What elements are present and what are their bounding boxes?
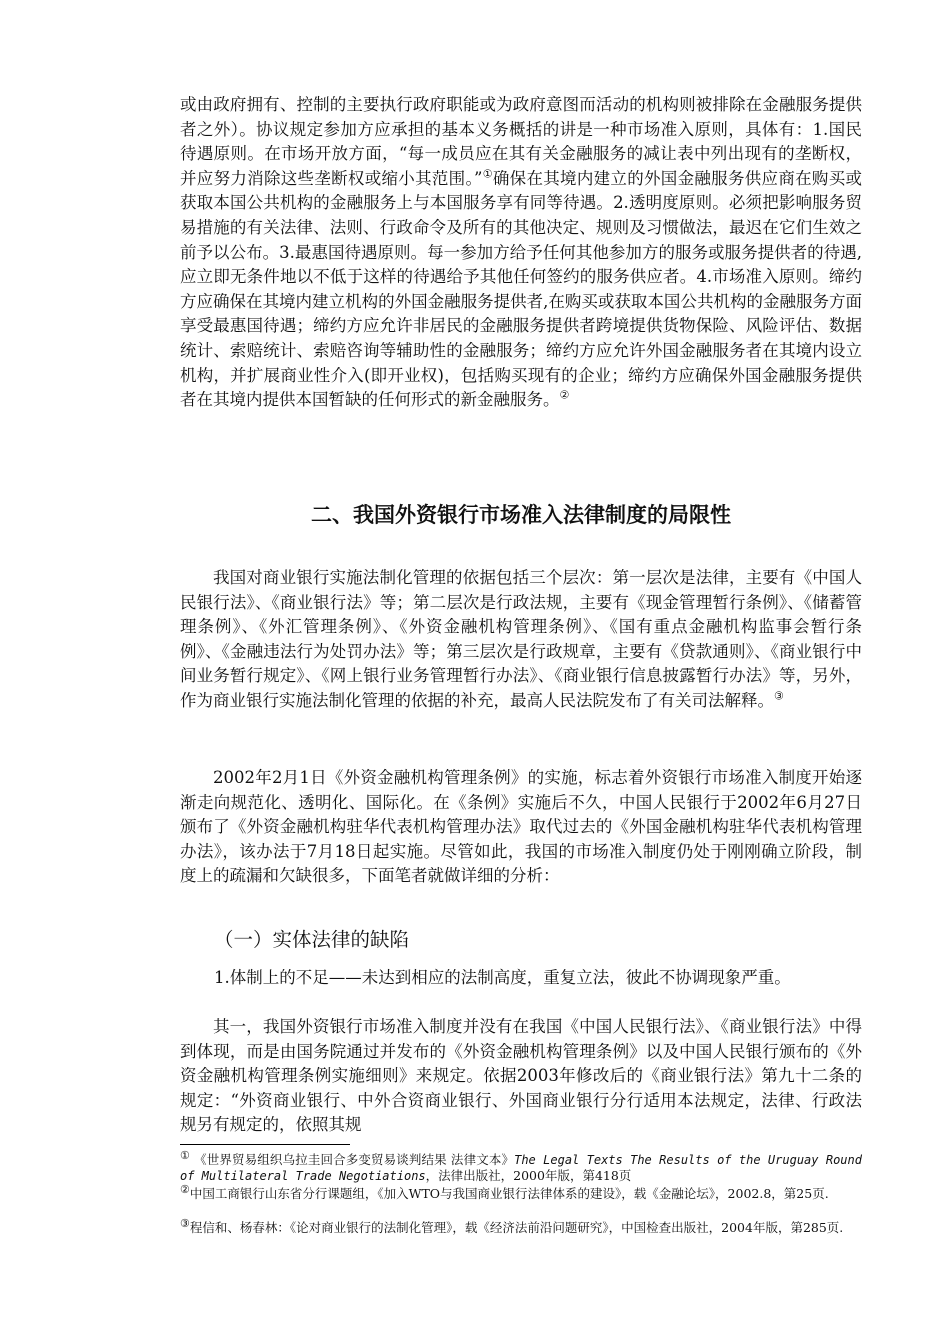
footnote-3-text: 程信和、杨春林：《论对商业银行的法制化管理》，载《经济法前沿问题研究》，中国检查出版社，2004年版，第285页. <box>189 1220 844 1235</box>
paragraph-2 <box>180 566 862 714</box>
paragraph-3-text: 2002年2月1日《外资金融机构管理条例》的实施，标志着外资银行市场准入制度开始逐渐走向规范化、透明化、国际化。在《条例》实施后不久，中国人民银行于2002年6月27日颁布了《外资金融机构驻华代表机构管理办法》取代过去的《外国金融机构驻华代表机构管理办法》，该办法于7月18日起实施。尽管如此，我国的市场准入制度仍处于刚刚确立阶段，制度上的疏漏和欠缺很多，下面笔者就做详细的分析： <box>180 768 862 886</box>
subsection-heading: （一）实体法律的缺陷 <box>214 928 410 951</box>
paragraph-1-part-b: 确保在其境内建立的外国金融服务供应商在购买或获取本国公共机构的金融服务上与本国服务享有同等待遇。2.透明度原则。必须把影响服务贸易措施的有关法律、法则、行政命令及所有的其他决定、规则及习惯做法，最迟在它们生效之前予以公布。3.最惠国待遇原则。每一参加方给予任何其他参加方的服务或服务提供者的待遇,应立即无条件地以不低于这样的待遇给予其他任何签约的服务供应者。4.市场准入原则。缔约方应确保在其境内建立机构的外国金融服务提供者,在购买或获取本国公共机构的金融服务方面享受最惠国待遇；缔约方应允许非居民的金融服务提供者跨境提供货物保险、风险评估、数据统计、索赔统计、索赔咨询等辅助性的金融服务；缔约方应允许外国金融服务者在其境内设立机构，并扩展商业性介入(即开业权)，包括购买现有的企业；缔约方应确保外国金融服务提供者在其境内提供本国暂缺的任何形式的新金融服务。 <box>180 168 863 410</box>
list-item-1-text: 1.体制上的不足——未达到相应的法制高度，重复立法，彼此不协调现象严重。 <box>214 968 791 987</box>
paragraph-2-body: 我国对商业银行实施法制化管理的依据包括三个层次：第一层次是法律，主要有《中国人民银行法》、《商业银行法》等；第二层次是行政法规，主要有《现金管理暂行条例》、《储蓄管理条例》、《外汇管理条例》、《外资金融机构管理条例》、《国有重点金融机构监事会暂行条例》、《金融违法行为处罚办法》等；第三层次是行政规章，主要有《贷款通则》、《商业银行中间业务暂行规定》、《网上银行业务管理暂行办法》、《商业银行信息披露暂行办法》等，另外，作为商业银行实施法制化管理的依据的补充，最高人民法院发布了有关司法解释。 <box>180 568 862 710</box>
footnote-1-english-title: The Legal Texts The Results of the Uruguay Round of Multilateral Trade Negotiations <box>180 1153 862 1183</box>
paragraph-3 <box>180 766 862 889</box>
paragraph-4-text: 其一，我国外资银行市场准入制度并没有在我国《中国人民银行法》、《商业银行法》中得到体现，而是由国务院通过并发布的《外资金融机构管理条例》以及中国人民银行颁布的《外资金融机构管理条例实施细则》来规定。依据2003年修改后的《商业银行法》第九十二条的规定：“外资商业银行、中外合资商业银行、外国商业银行分行适用本法规定，法律、行政法规另有规定的，依照其规 <box>180 1017 862 1135</box>
paragraph-2-text <box>180 566 862 714</box>
footnote-2 <box>180 1182 862 1202</box>
list-item-1 <box>180 966 896 991</box>
section-heading: 二、我国外资银行市场准入法律制度的局限性 <box>311 503 731 527</box>
footnote-ref-2[interactable]: ② <box>559 388 570 402</box>
footnote-2-text: 中国工商银行山东省分行课题组，《加入WTO与我国商业银行法律体系的建设》，载《金融论坛》，2002.8，第25页. <box>189 1186 829 1201</box>
paragraph-1-part-a: 或由政府拥有、控制的主要执行政府职能或为政府意图而活动的机构则被排除在金融服务提供者之外）。协议规定参加方应承担的基本义务概括的讲是一种市场准入原则，具体有：1.国民待遇原则。在市场开放方面，“每一成员应在其有关金融服务的减让表中列出现有的垄断权，并应努力消除这些垄断权或缩小其范围。” <box>180 95 862 188</box>
footnote-3 <box>180 1216 862 1236</box>
footnote-3-mark: ③ <box>180 1216 190 1230</box>
footnote-ref-3[interactable]: ③ <box>774 689 784 703</box>
paragraph-1 <box>180 93 862 413</box>
footnote-1 <box>180 1148 862 1184</box>
footnote-1-title: 《世界贸易组织乌拉圭回合多变贸易谈判结果 法律文本》 <box>194 1152 515 1167</box>
footnote-1-source: ，法律出版社，2000年版，第418页 <box>425 1168 632 1183</box>
footnote-ref-1[interactable]: ① <box>482 167 493 181</box>
footnote-separator <box>180 1144 350 1145</box>
footnote-1-mark: ① <box>180 1148 190 1162</box>
footnote-2-mark: ② <box>180 1182 190 1196</box>
paragraph-4 <box>180 1015 862 1138</box>
paragraph-1-text <box>180 93 862 413</box>
